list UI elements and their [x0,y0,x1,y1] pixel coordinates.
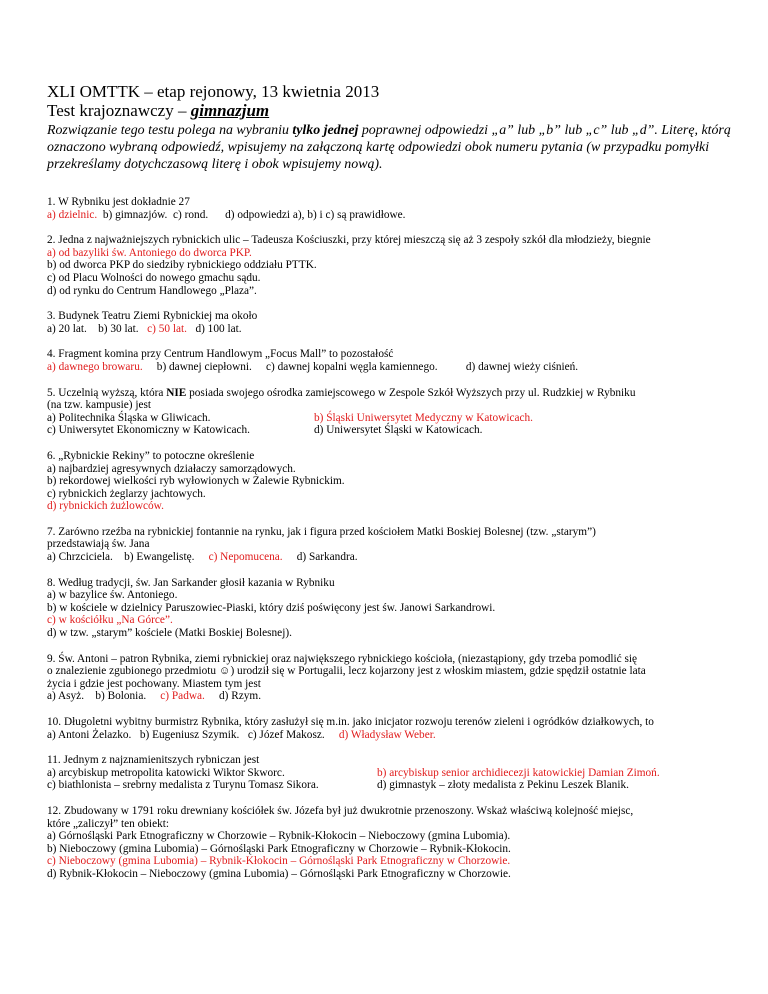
question-text-line2 [47,665,737,678]
answer-d: d) Rzym. [218,690,262,703]
question-text-post: posiada swojego ośrodka zamiejscowego w Zespole Szkół Wyższych przy ul. Rudzkiej w Rybniku [186,386,636,399]
question-text: 12. Zbudowany w 1791 roku drewniany kościółek św. Józefa był już dwukrotnie przenoszony. Wskaż właściwą kolejność miejsc, [47,804,634,817]
answer-c: c) w kościółku „Na Górce”. [47,614,173,627]
question-1 [47,196,737,221]
question-text: 1. W Rybniku jest dokładnie 27 [47,196,190,208]
answer-a: a) Politechnika Śląska w Gliwicach. [47,411,211,424]
answer-a: a) Antoni Żelazko. [47,728,132,741]
answer-c: c) rond. [173,208,209,221]
answer-a: a) w bazylice św. Antoniego. [47,589,178,602]
answer-b: b) dawnej ciepłowni. [156,360,252,373]
answer-c: c) od Placu Wolności do nowego gmachu sądu. [47,271,261,284]
answer-d: d) odpowiedzi a), b) i c) są prawidłowe. [225,208,406,221]
question-text: 4. Fragment komina przy Centrum Handlowym „Focus Mall” to pozostałość [47,348,394,361]
question-text: 11. Jednym z najznamienitszych rybniczan jest [47,754,260,767]
instructions-bold: tylko jednej [292,123,359,138]
question-8 [47,577,737,640]
question-text: 6. „Rybnickie Rekiny” to potoczne określenie [47,449,255,462]
question-4 [47,348,737,373]
answer-b: b) gimnazjów. [102,208,168,221]
answer-d: d) rybnickich żużlowców. [47,500,164,513]
document-subtitle [47,101,737,120]
answer-d: d) Sarkandra. [296,551,358,564]
answer-b: b) rekordowej wielkości ryb wyłowionych w Zalewie Rybnickim. [47,475,345,488]
answer-c: c) Nepomucena. [208,551,283,564]
answer-b: b) Bolonia. [95,690,147,703]
question-9 [47,653,737,703]
instructions-part2: poprawnej odpowiedzi „a” lub „b” lub „c” lub „d”. Literę, którą oznaczono wybraną odpowiedź, wpisujemy na załączoną kartę odpowiedzi obok numeru pytania (w przypadku pomyłki przekreślamy dotychczasową literę i obok wpisujemy nową). [47,123,731,172]
question-text-line2: (na tzw. kampusie) jest [47,399,152,412]
question-2 [47,234,737,297]
subtitle-prefix: Test krajoznawczy – [47,101,191,120]
question-12 [47,805,737,881]
answer-a: a) najbardziej agresywnych działaczy samorządowych. [47,462,296,475]
question-text [47,387,737,400]
instructions [47,122,737,173]
question-text-bold: NIE [166,386,187,399]
answer-c: c) Padwa. [160,690,205,703]
answers-row [47,323,737,336]
answers-row [47,729,737,742]
document-page [47,82,737,881]
question-10 [47,716,737,741]
answer-d: d) Władysław Weber. [338,728,436,741]
question-text: 9. Św. Antoni – patron Rybnika, ziemi rybnickiej oraz największego rybnickiego kościoła, (niezastąpiony, gdy trzeba pomodlić się [47,652,638,665]
answer-c: c) dawnej kopalni węgla kamiennego. [265,360,438,373]
question-7 [47,526,737,564]
question-text-line2: które „zaliczył” ten obiekt: [47,817,170,830]
answer-a: a) Chrzciciela. [47,551,113,564]
answer-a: a) od bazyliki św. Antoniego do dworca PKP. [47,246,252,259]
question-text-line3: życia i gdzie jest pochowany. Miastem tym jest [47,677,261,690]
answer-b: b) od dworca PKP do siedziby rybnickiego oddziału PTTK. [47,259,317,272]
answer-b: b) w kościele w dzielnicy Paruszowiec-Piaski, który dziś poświęcony jest św. Janowi Sarkandrowi. [47,601,496,614]
answers-grid [47,412,737,437]
question-5 [47,387,737,437]
answer-a: a) Asyż. [47,690,85,703]
answer-b: b) Śląski Uniwersytet Medyczny w Katowicach. [314,411,533,424]
question-text: 7. Zarówno rzeźba na rybnickiej fontannie na rynku, jak i figura przed kościołem Matki Boskiej Bolesnej (tzw. „starym”) [47,525,596,538]
answer-b: b) arcybiskup senior archidiecezji katowickiej Damian Zimoń. [377,766,660,779]
document-title: XLI OMTTK – etap rejonowy, 13 kwietnia 2013 [47,82,380,101]
question-text-line2-post: ) urodził się w Portugalii, lecz kojarzony jest z włoskim miastem, gdzie spędził ostatnie lata [230,665,646,678]
answer-d: d) od rynku do Centrum Handlowego „Plaza”. [47,284,257,297]
subtitle-level: gimnazjum [190,101,270,120]
answer-c: c) 50 lat. [147,322,187,335]
answers-row [47,361,737,374]
smiley-icon: ☺ [218,665,231,678]
answer-b: b) Eugeniusz Szymik. [139,728,240,741]
answer-c: c) Nieboczowy (gmina Lubomia) – Rybnik-Kłokocin – Górnośląski Park Etnograficzny w Chorzowie. [47,855,511,868]
answer-c: c) Uniwersytet Ekonomiczny w Katowicach. [47,424,250,437]
question-text-line2-pre: o znalezienie zgubionego przedmiotu [47,665,219,678]
answer-b: b) Nieboczowy (gmina Lubomia) – Górnośląski Park Etnograficzny w Chorzowie – Rybnik-Kłokocin. [47,842,511,855]
question-text-pre: 5. Uczelnią wyższą, która [47,386,167,399]
answer-a: a) dzielnic. [47,208,98,221]
question-text: 2. Jedna z najważniejszych rybnickich ulic – Tadeusza Kościuszki, przy której mieszczą się aż 3 zespoły szkół dla młodzieży, biegnie [47,234,651,247]
answer-d: d) Rybnik-Kłokocin – Nieboczowy (gmina Lubomia) – Górnośląski Park Etnograficzny w Chorzowie. [47,867,511,880]
question-11 [47,754,737,792]
answer-d: d) Uniwersytet Śląski w Katowicach. [314,424,483,437]
question-text: 10. Długoletni wybitny burmistrz Rybnika, który zasłużył się m.in. jako inicjator rozwoju terenów zieleni i ogródków działkowych, to [47,716,654,728]
answer-c: c) rybnickich żeglarzy jachtowych. [47,487,206,500]
answers-row [47,551,737,564]
answer-a: a) arcybiskup metropolita katowicki Wiktor Skworc. [47,766,285,779]
answer-d: d) gimnastyk – złoty medalista z Pekinu Leszek Blanik. [377,779,629,792]
answers-row [47,690,737,703]
answers-row [47,209,737,222]
question-3 [47,310,737,335]
answer-d: d) w tzw. „starym” kościele (Matki Boskiej Bolesnej). [47,627,292,640]
answer-c: c) biathlonista – srebrny medalista z Turynu Tomasz Sikora. [47,779,319,792]
answer-c: c) Józef Makosz. [247,728,325,741]
answer-a: a) Górnośląski Park Etnograficzny w Chorzowie – Rybnik-Kłokocin – Nieboczowy (gmina Lubomia). [47,830,511,843]
answer-a: a) dawnego browaru. [47,360,143,373]
question-text: 8. Według tradycji, św. Jan Sarkander głosił kazania w Rybniku [47,576,335,589]
answer-d: d) dawnej wieży ciśnień. [465,360,579,373]
answer-a: a) 20 lat. [47,322,87,335]
question-text-line2: przedstawiają św. Jana [47,538,150,551]
question-text: 3. Budynek Teatru Ziemi Rybnickiej ma około [47,310,258,323]
answer-b: b) Ewangelistę. [124,551,195,564]
answers-grid [47,767,737,792]
answer-b: b) 30 lat. [98,322,139,335]
question-6 [47,450,737,513]
instructions-part1: Rozwiązanie tego testu polega na wybraniu [47,123,293,138]
answer-d: d) 100 lat. [195,322,242,335]
